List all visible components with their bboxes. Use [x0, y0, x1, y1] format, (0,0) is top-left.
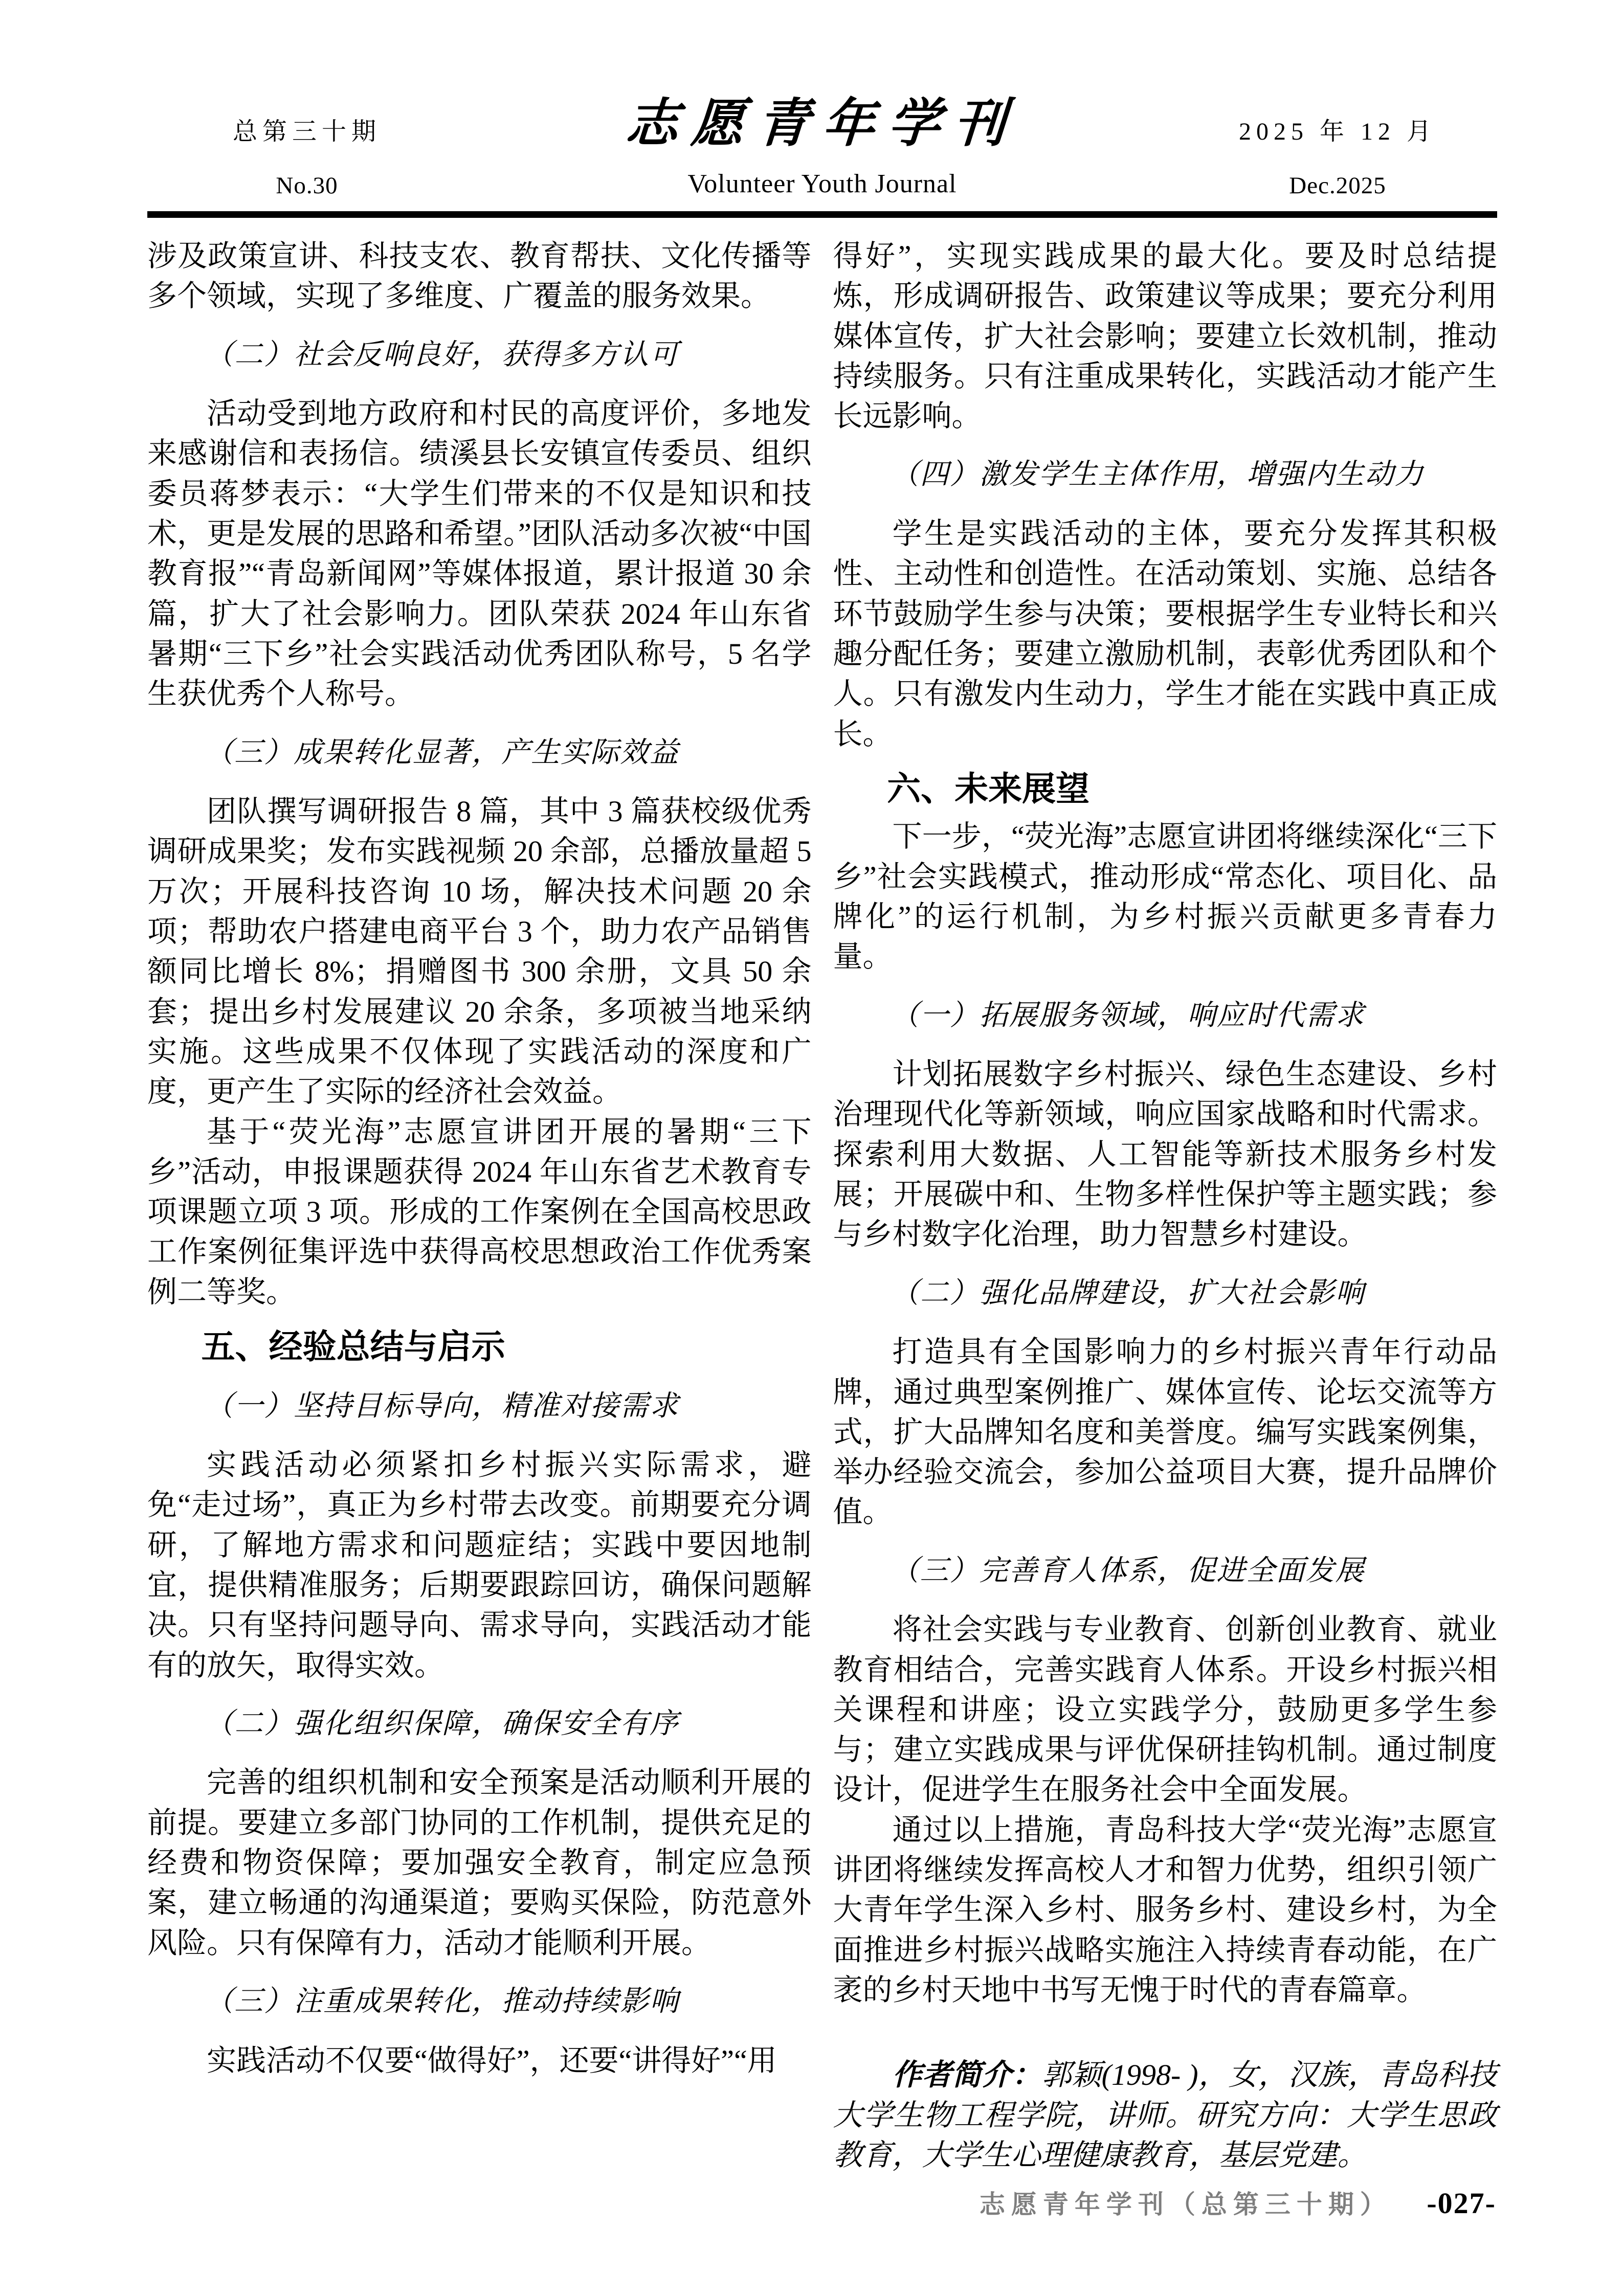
paragraph: 得好”，实现实践成果的最大化。要及时总结提炼，形成调研报告、政策建议等成果；要充分利用媒体宣传，扩大社会影响；要建立长效机制，推动持续服务。只有注重成果转化，实践活动才能产生长远影响。: [833, 239, 1497, 433]
paragraph: 下一步，“荧光海”志愿宣讲团将继续深化“三下乡”社会实践模式，推动形成“常态化、项目化、品牌化”的运行机制，为乡村振兴贡献更多青春力量。: [833, 820, 1497, 974]
issue-date-cn: 2025 年 12 月: [1238, 118, 1436, 145]
right-column: [833, 236, 1498, 2175]
subsection-heading: （四）激发学生主体作用，增强内生动力: [890, 459, 1425, 491]
issue-number-en: No.30: [276, 172, 338, 199]
paragraph: 实践活动不仅要“做得好”，还要“讲得好”“用: [207, 2043, 777, 2077]
issue-number-cn: 总第三十期: [232, 118, 381, 145]
subsection-heading: （二）强化品牌建设，扩大社会影响: [890, 1277, 1365, 1309]
paragraph: 基于“荧光海”志愿宣讲团开展的暑期“三下乡”活动，申报课题获得 2024 年山东省艺术教育专项课题立项 3 项。形成的工作案例在全国高校思政工作案例征集评选中获得高校思想政治工作优秀案例二等奖。: [147, 1115, 812, 1309]
author-bio: 作者简介：郭颖(1998- )，女，汉族，青岛科技大学生物工程学院，讲师。研究方向：大学生思政教育，大学生心理健康教育，基层党建。: [833, 2058, 1497, 2172]
header-title-block: [465, 95, 1179, 198]
header-rule: [147, 211, 1497, 218]
left-column: [147, 236, 812, 2175]
subsection-heading: （三）完善育人体系，促进全面发展: [890, 1555, 1365, 1587]
paragraph: 学生是实践活动的主体，要充分发挥其积极性、主动性和创造性。在活动策划、实施、总结各环节鼓励学生参与决策；要根据学生专业特长和兴趣分配任务；要建立激励机制，表彰优秀团队和个人。只有激发内生动力，学生才能在实践中真正成长。: [833, 517, 1497, 751]
paragraph: 将社会实践与专业教育、创新创业教育、就业教育相结合，完善实践育人体系。开设乡村振兴相关课程和讲座；设立实践学分，鼓励更多学生参与；建立实践成果与评优保研挂钩机制。通过制度设计，促进学生在服务社会中全面发展。: [833, 1613, 1497, 1807]
paragraph: 打造具有全国影响力的乡村振兴青年行动品牌，通过典型案例推广、媒体宣传、论坛交流等方式，扩大品牌知名度和美誉度。编写实践案例集，举办经验交流会，参加公益项目大赛，提升品牌价值。: [833, 1335, 1497, 1529]
paragraph: 实践活动必须紧扣乡村振兴实际需求，避免“走过场”，真正为乡村带去改变。前期要充分调研，了解地方需求和问题症结；实践中要因地制宜，提供精准服务；后期要跟踪回访，确保问题解决。只有坚持问题导向、需求导向，实践活动才能有的放矢，取得实效。: [147, 1448, 812, 1682]
paragraph: 涉及政策宣讲、科技支农、教育帮扶、文化传播等多个领域，实现了多维度、广覆盖的服务效果。: [147, 239, 812, 313]
page-footer: [980, 2189, 1496, 2218]
paragraph: 通过以上措施，青岛科技大学“荧光海”志愿宣讲团将继续发挥高校人才和智力优势，组织引领广大青年学生深入乡村、服务乡村、建设乡村，为全面推进乡村振兴战略实施注入持续青春动能，在广袤的乡村天地中书写无愧于时代的青春篇章。: [833, 1813, 1497, 2007]
author-bio-label: 作者简介：: [892, 2058, 1042, 2092]
subsection-heading: （三）成果转化显著，产生实际效益: [205, 736, 679, 769]
header-date-block: [1179, 98, 1496, 198]
subsection-heading: （一）拓展服务领域，响应时代需求: [890, 999, 1365, 1031]
header-issue-block: [148, 98, 465, 198]
article-body: [0, 218, 1624, 2175]
section-heading: 五、经验总结与启示: [201, 1327, 505, 1366]
footer-journal-line: 志愿青年学刊（总第三十期）: [979, 2190, 1392, 2219]
issue-date-en: Dec.2025: [1289, 172, 1386, 199]
footer-page-number: -027-: [1427, 2187, 1496, 2220]
section-heading: 六、未来展望: [887, 769, 1090, 807]
paragraph: 计划拓展数字乡村振兴、绿色生态建设、乡村治理现代化等新领域，响应国家战略和时代需求。探索利用大数据、人工智能等新技术服务乡村发展；开展碳中和、生物多样性保护等主题实践；参与乡村数字化治理，助力智慧乡村建设。: [833, 1057, 1497, 1251]
paragraph: 活动受到地方政府和村民的高度评价，多地发来感谢信和表扬信。绩溪县长安镇宣传委员、组织委员蒋梦表示：“大学生们带来的不仅是知识和技术，更是发展的思路和希望。”团队活动多次被“中国教育报”“青岛新闻网”等媒体报道，累计报道 30 余篇，扩大了社会影响力。团队荣获 2024 年山东省暑期“三下乡”社会实践活动优秀团队称号，5 名学生获优秀个人称号。: [147, 397, 812, 711]
subsection-heading: （三）注重成果转化，推动持续影响: [205, 1985, 679, 2017]
subsection-heading: （二）社会反响良好，获得多方认可: [205, 339, 679, 371]
subsection-heading: （二）强化组织保障，确保安全有序: [205, 1707, 679, 1740]
subsection-heading: （一）坚持目标导向，精准对接需求: [205, 1390, 679, 1422]
page-header: [0, 0, 1624, 198]
journal-title-english: Volunteer Youth Journal: [687, 169, 957, 198]
paragraph: 团队撰写调研报告 8 篇，其中 3 篇获校级优秀调研成果奖；发布实践视频 20 余部，总播放量超 5 万次；开展科技咨询 10 场，解决技术问题 20 余项；帮助农户搭建电商平台 3 个，助力农产品销售额同比增长 8%；捐赠图书 300 余册，文具 50 余套；提出乡村发展建议 20 余条，多项被当地采纳实施。这些成果不仅体现了实践活动的深度和广度，更产生了实际的经济社会效益。: [147, 795, 812, 1109]
journal-title-calligraphy: 志愿青年学刊: [624, 95, 1021, 153]
paragraph: 完善的组织机制和安全预案是活动顺利开展的前提。要建立多部门协同的工作机制，提供充足的经费和物资保障；要加强安全教育，制定应急预案，建立畅通的沟通渠道；要购买保险，防范意外风险。只有保障有力，活动才能顺利开展。: [147, 1766, 812, 1960]
